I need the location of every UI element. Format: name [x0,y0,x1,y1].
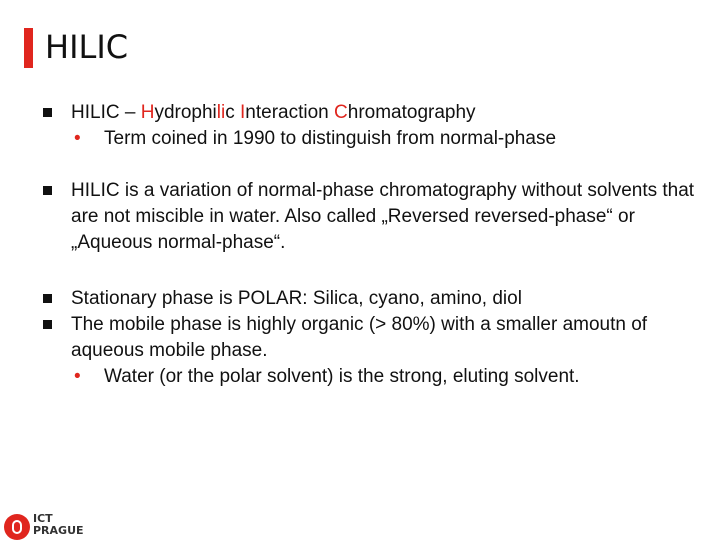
square-bullet-icon [43,294,52,303]
sub-bullet-text: Water (or the polar solvent) is the strong, eluting solvent. [104,366,580,387]
ict-logo-icon [4,514,30,540]
sub-bullet-term-coined [40,126,700,152]
bullet-stationary-phase [40,286,700,312]
bullet-text: Stationary phase is POLAR: Silica, cyano, amino, diol [71,288,522,309]
ict-prague-logo [4,510,94,540]
round-bullet-icon: • [74,366,81,387]
bullet-text: HILIC is a variation of normal-phase chromatography without solvents that are not miscible in water. Also called „Reversed reversed-phase“ or „Aqueous normal-phase“. [71,180,695,253]
square-bullet-icon [43,108,52,117]
square-bullet-icon [43,186,52,195]
square-bullet-icon [43,320,52,329]
slide-title: HILIC [45,28,129,66]
bullet-text: The mobile phase is highly organic (> 80%) with a smaller amoutn of aqueous mobile phase. [71,314,648,361]
bullet-mobile-phase [40,312,700,364]
bullet-hilic-variation [40,178,700,256]
sub-bullet-text: Term coined in 1990 to distinguish from normal-phase [104,128,557,149]
sub-bullet-water-solvent [40,364,700,390]
slide-content [40,100,700,390]
round-bullet-icon: • [74,128,81,149]
bullet-text: HILIC – Hydrophilic Interaction Chromatography [71,102,476,123]
bullet-hilic-definition [40,100,700,126]
logo-text: ICT PRAGUE [33,512,84,537]
title-accent-bar [24,28,33,68]
